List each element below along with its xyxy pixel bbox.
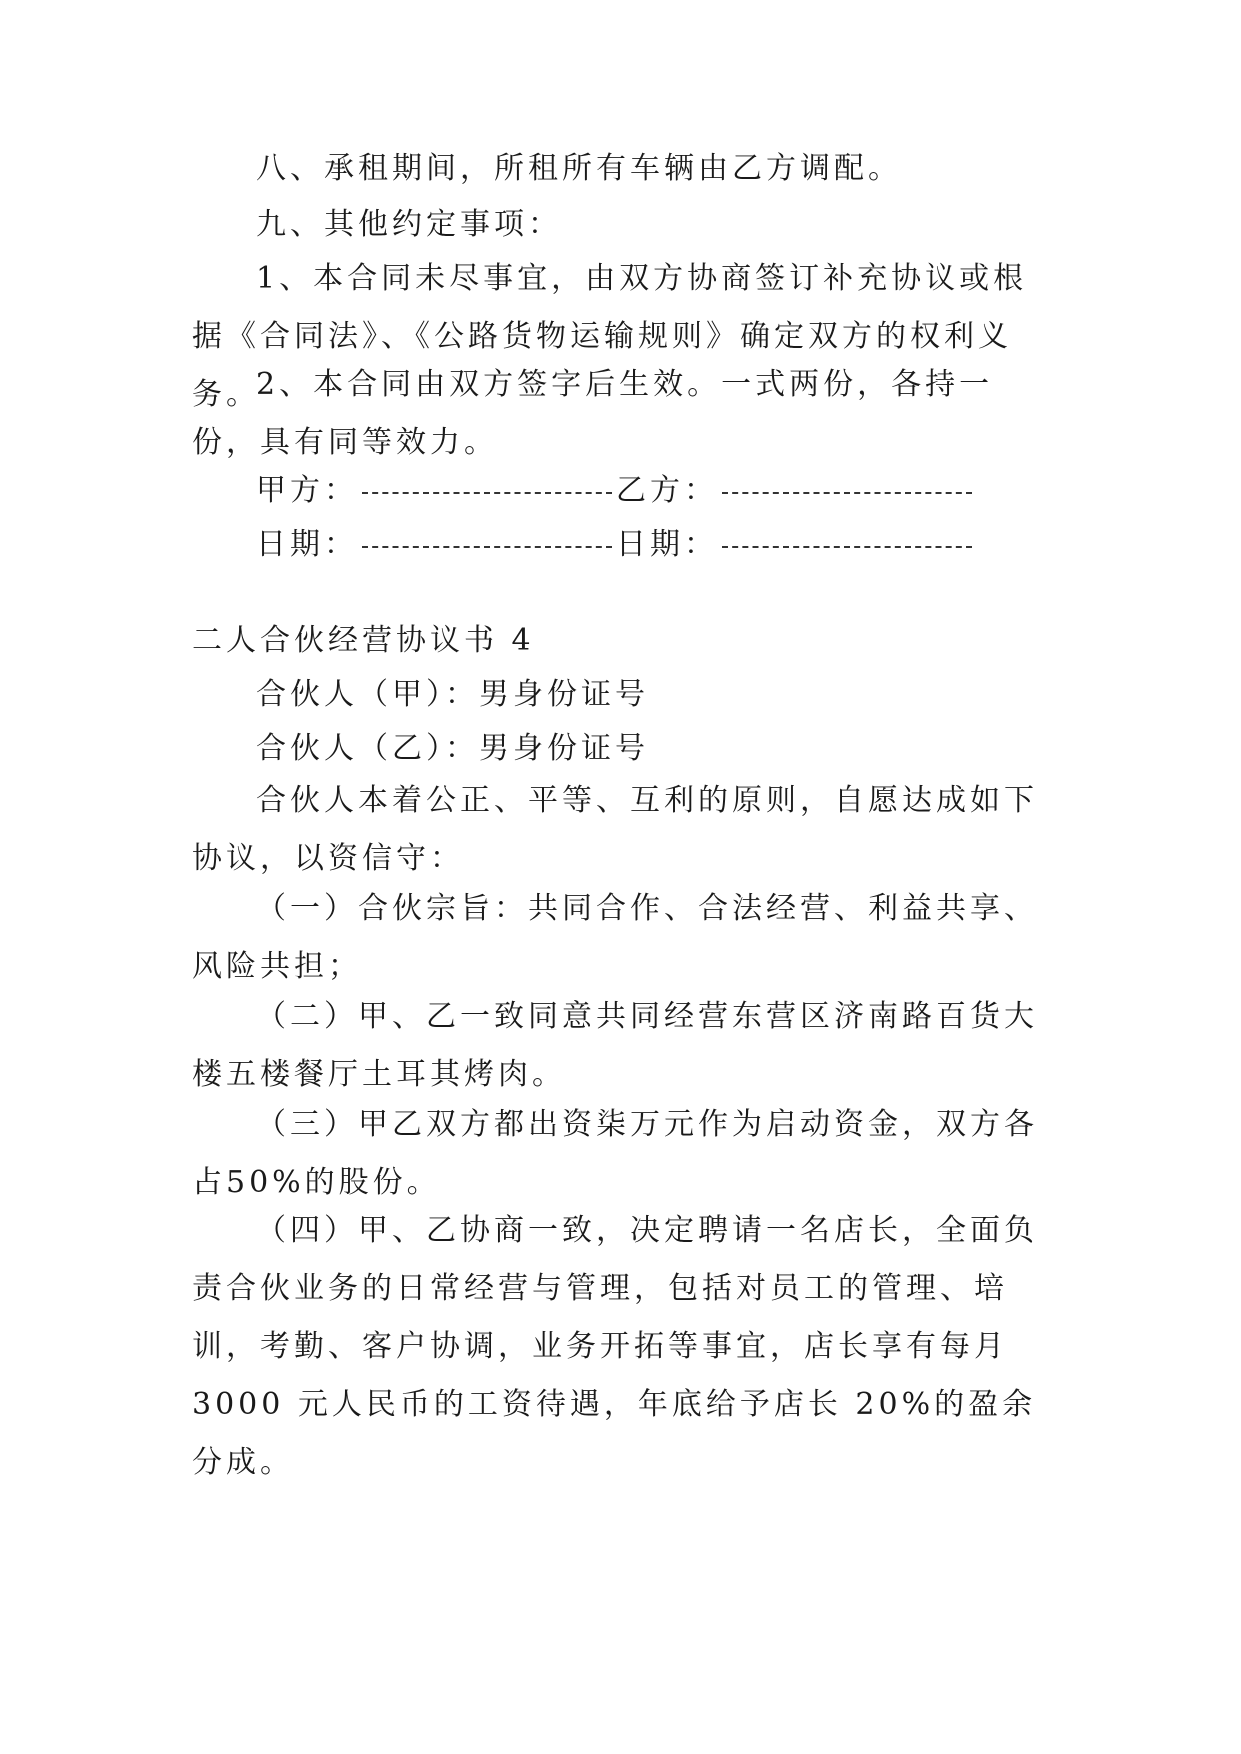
signature-row-parties xyxy=(256,462,976,520)
partner-b: 合伙人（乙）：男身份证号 xyxy=(256,731,649,766)
party-b-label: 乙方： xyxy=(616,473,718,508)
date-a-line xyxy=(362,544,612,548)
date-b-line xyxy=(722,544,972,548)
clause-eight: 八、承租期间，所租所有车辆由乙方调配。 xyxy=(256,151,902,186)
party-a-label: 甲方： xyxy=(256,473,358,508)
clause-nine-item-2: 2、本合同由双方签字后生效。一式两份，各持一份，具有同等效力。 xyxy=(192,367,994,460)
date-b-label: 日期： xyxy=(616,527,718,562)
partner-a: 合伙人（甲）：男身份证号 xyxy=(256,677,649,712)
clause-four: （四）甲、乙协商一致，决定聘请一名店长，全面负责合伙业务的日常经营与管理，包括对员工的管理、培训，考勤、客户协调，业务开拓等事宜，店长享有每月 3000 元人民币的工资待遇，年底给予店长 20%的盈余分成。 xyxy=(192,1213,1038,1480)
clause-nine: 九、其他约定事项： xyxy=(256,207,562,242)
clause-three: （三）甲乙双方都出资柒万元作为启动资金，双方各占50%的股份。 xyxy=(192,1107,1038,1200)
party-a-signature-line xyxy=(362,490,612,494)
clause-preamble: 合伙人本着公正、平等、互利的原则，自愿达成如下协议，以资信守： xyxy=(192,783,1038,876)
signature-row-dates xyxy=(256,516,976,574)
clause-two: （二）甲、乙一致同意共同经营东营区济南路百货大楼五楼餐厅土耳其烤肉。 xyxy=(192,999,1038,1092)
party-b-signature-line xyxy=(722,490,972,494)
clause-one: （一）合伙宗旨：共同合作、合法经营、利益共享、风险共担； xyxy=(192,891,1038,984)
section-title: 二人合伙经营协议书 4 xyxy=(192,623,535,658)
clause-nine-item-1: 1、本合同未尽事宜，由双方协商签订补充协议或根据《合同法》、《公路货物运输规则》确定双方的权利义务。 xyxy=(192,261,1028,412)
date-a-label: 日期： xyxy=(256,527,358,562)
